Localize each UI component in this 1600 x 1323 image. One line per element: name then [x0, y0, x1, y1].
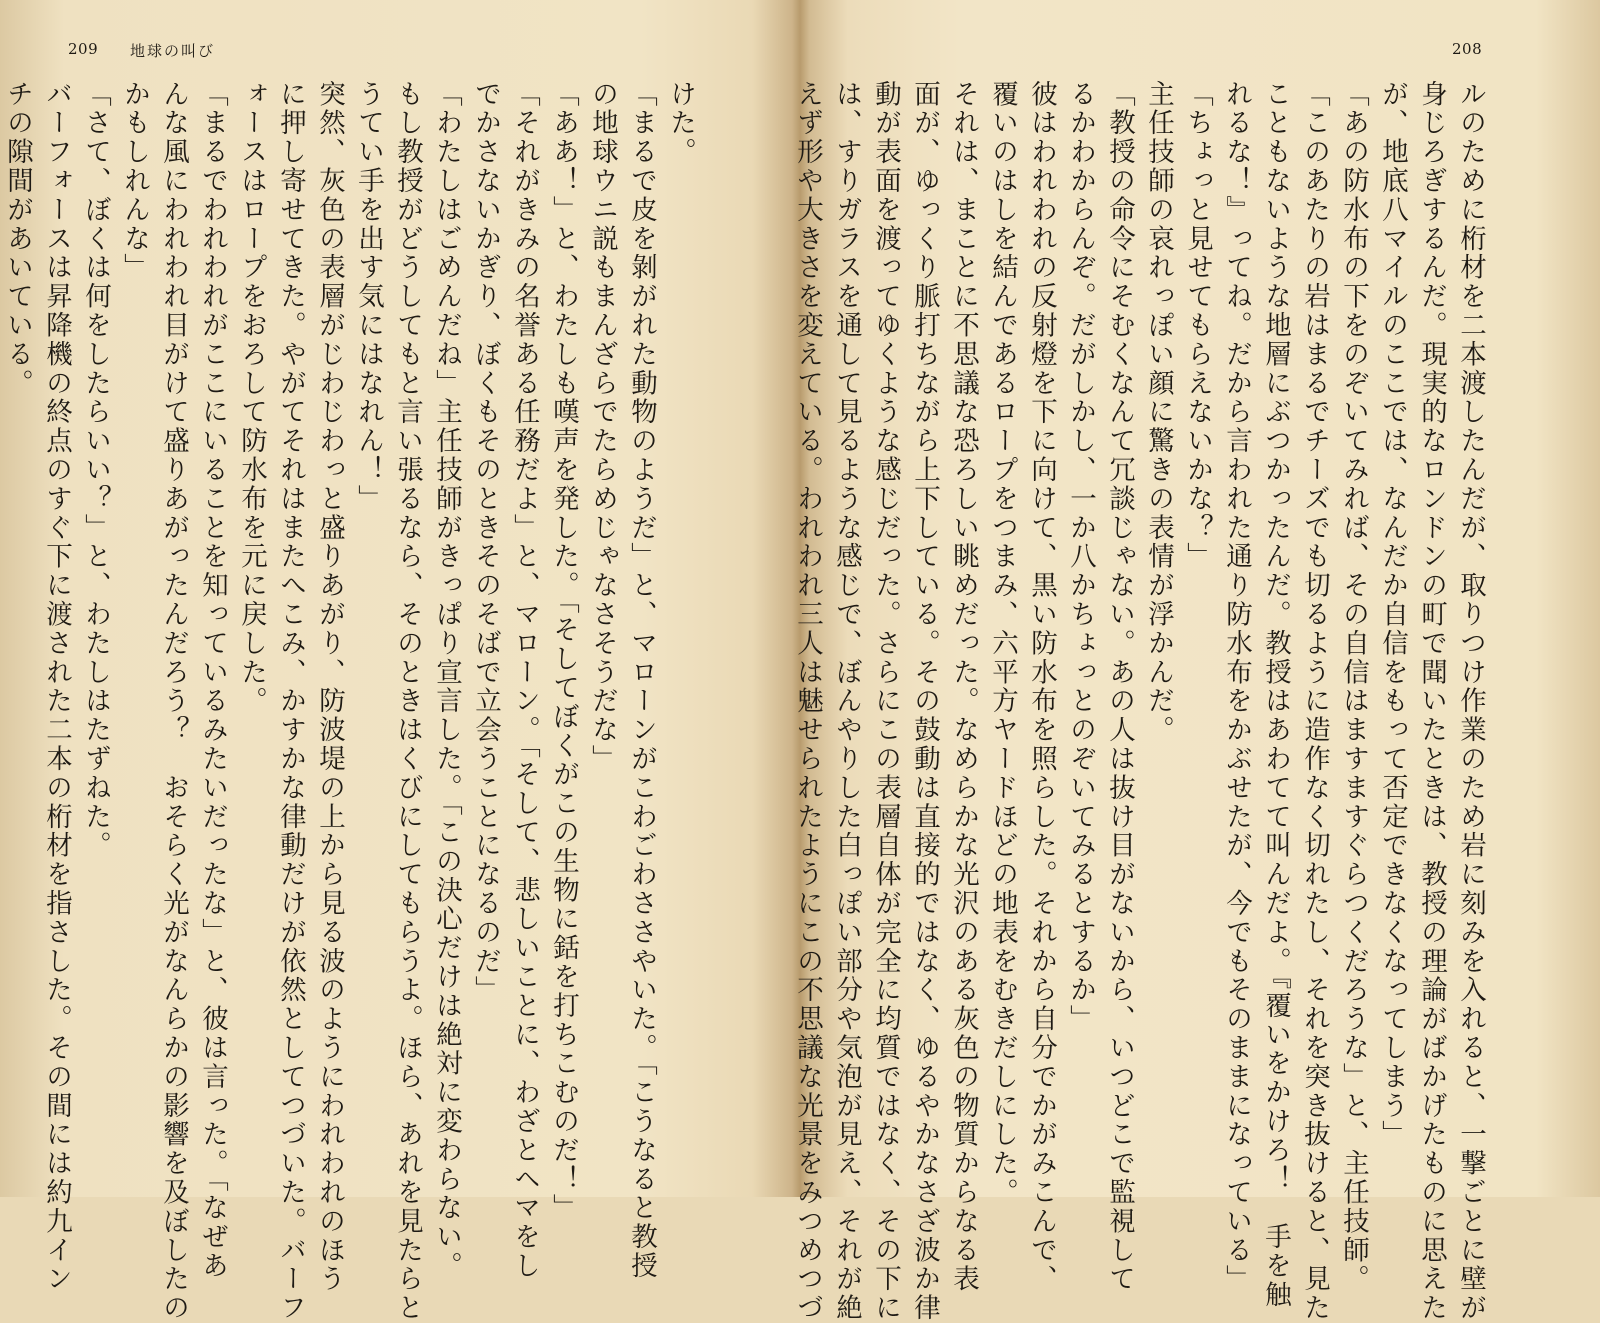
text-line: 「ああ！」と、わたしも嘆声を発した。「そしてぼくがこの生物に銛を打ちこむのだ！」	[548, 80, 579, 1223]
right-page-number: 208	[1452, 40, 1483, 58]
text-line: 彼はわれわれの反射燈を下に向けて、黒い防水布を照らした。それから自分でかがみこんで、	[1026, 80, 1057, 1294]
text-line: うてい手を出す気にはなれん！」	[353, 80, 384, 514]
text-line: 「あの防水布の下をのぞいてみれば、その自信はますますぐらつくだろうな」と、主任技師。	[1338, 80, 1369, 1294]
text-line: 「わたしはごめんだね」主任技師がきっぱり宣言した。「この決心だけは絶対に変わらない。	[431, 80, 462, 1281]
text-line: 「まるで皮を剝がれた動物のようだ」と、マローンがこわごわささやいた。「こうなると教授	[626, 80, 657, 1281]
text-line: もし教授がどうしてもと言い張るなら、そのときはくびにしてもらうよ。ほら、あれを見たらと	[392, 80, 423, 1323]
text-line: るかわからんぞ。だがしかし、一か八かちょっとのぞいてみるとするか」	[1065, 80, 1096, 1034]
text-line: ォースはロープをおろして防水布を元に戻した。	[236, 80, 267, 716]
text-line: が、地底八マイルのここでは、なんだか自信をもって否定できなくなってしまう」	[1377, 80, 1408, 1150]
text-line: に押し寄せてきた。やがてそれはまたへこみ、かすかな律動だけが依然としてつづいた。バーフ	[275, 80, 306, 1323]
text-line: こともないような地層にぶつかったんだ。教授はあわてて叫んだよ。『覆いをかけろ！ 手を触	[1260, 80, 1291, 1310]
text-line: 面が、ゆっくり脈打ちながら上下している。その鼓動は直接的ではなく、ゆるやかなさざ波か律	[909, 80, 940, 1323]
text-line: それは、まことに不思議な恐ろしい眺めだった。なめらかな光沢のある灰色の物質からなる表	[948, 80, 979, 1294]
text-line: んな風にわれわれ目がけて盛りあがったんだろう？ おそらく光がなんらかの影響を及ぼしたの	[158, 80, 189, 1323]
right-page-body	[792, 80, 1490, 1323]
text-line: バーフォースは昇降機の終点のすぐ下に渡された二本の桁材を指さした。その間には約九イン	[41, 80, 72, 1294]
text-line: 「さて、ぼくは何をしたらいい？」と、わたしはたずねた。	[80, 80, 111, 861]
text-line: 「それがきみの名誉ある任務だよ」と、マローン。「そして、悲しいことに、わざとヘマをし	[509, 80, 540, 1281]
text-line: かもしれんな」	[119, 80, 150, 283]
text-line: えず形や大きさを変えている。われわれ三人は魅せられたようにこの不思議な光景をみつめつづ	[792, 80, 823, 1323]
text-line: の地球ウニ説もまんざらでたらめじゃなさそうだな」	[587, 80, 618, 774]
left-page-body	[2, 80, 700, 1323]
text-line: 動が表面を渡ってゆくような感じだった。さらにこの表層自体が完全に均質ではなく、その下に	[870, 80, 901, 1323]
text-line: 「このあたりの岩はまるでチーズでも切るように造作なく切れたし、それを突き抜けると、見た	[1299, 80, 1330, 1323]
text-line: れるな！』ってね。だから言われた通り防水布をかぶせたが、今でもそのままになっている」	[1221, 80, 1252, 1294]
text-line: 「教授の命令にそむくなんて冗談じゃない。あの人は抜け目がないから、いつどこで監視して	[1104, 80, 1135, 1294]
text-line: けた。	[665, 80, 696, 167]
text-line: 「ちょっと見せてもらえないかな？」	[1182, 80, 1213, 572]
text-line: 「まるでわれわれがここにいることを知っているみたいだったな」と、彼は言った。「なぜあ	[197, 80, 228, 1281]
text-line: ルのために桁材を二本渡したんだが、取りつけ作業のため岩に刻みを入れると、一撃ごとに壁が	[1455, 80, 1486, 1323]
text-line: 突然、灰色の表層がじわじわっと盛りあがり、防波堤の上から見る波のようにわれわれのほう	[314, 80, 345, 1294]
text-line: でかさないかぎり、ぼくもそのときそのそばで立会うことになるのだ」	[470, 80, 501, 1005]
text-line: 覆いのはしを結んであるロープをつまみ、六平方ヤードほどの地表をむきだしにした。	[987, 80, 1018, 1208]
left-page-number: 209	[68, 40, 99, 58]
text-line: 身じろぎするんだ。現実的なロンドンの町で聞いたときは、教授の理論がばかげたものに思えた	[1416, 80, 1447, 1323]
text-line: は、すりガラスを通して見るような感じで、ぼんやりした白っぽい部分や気泡が見え、それが絶	[831, 80, 862, 1323]
running-title: 地球の叫び	[130, 42, 216, 60]
text-line: 主任技師の哀れっぽい顔に驚きの表情が浮かんだ。	[1143, 80, 1174, 745]
text-line: チの隙間があいている。	[2, 80, 33, 398]
